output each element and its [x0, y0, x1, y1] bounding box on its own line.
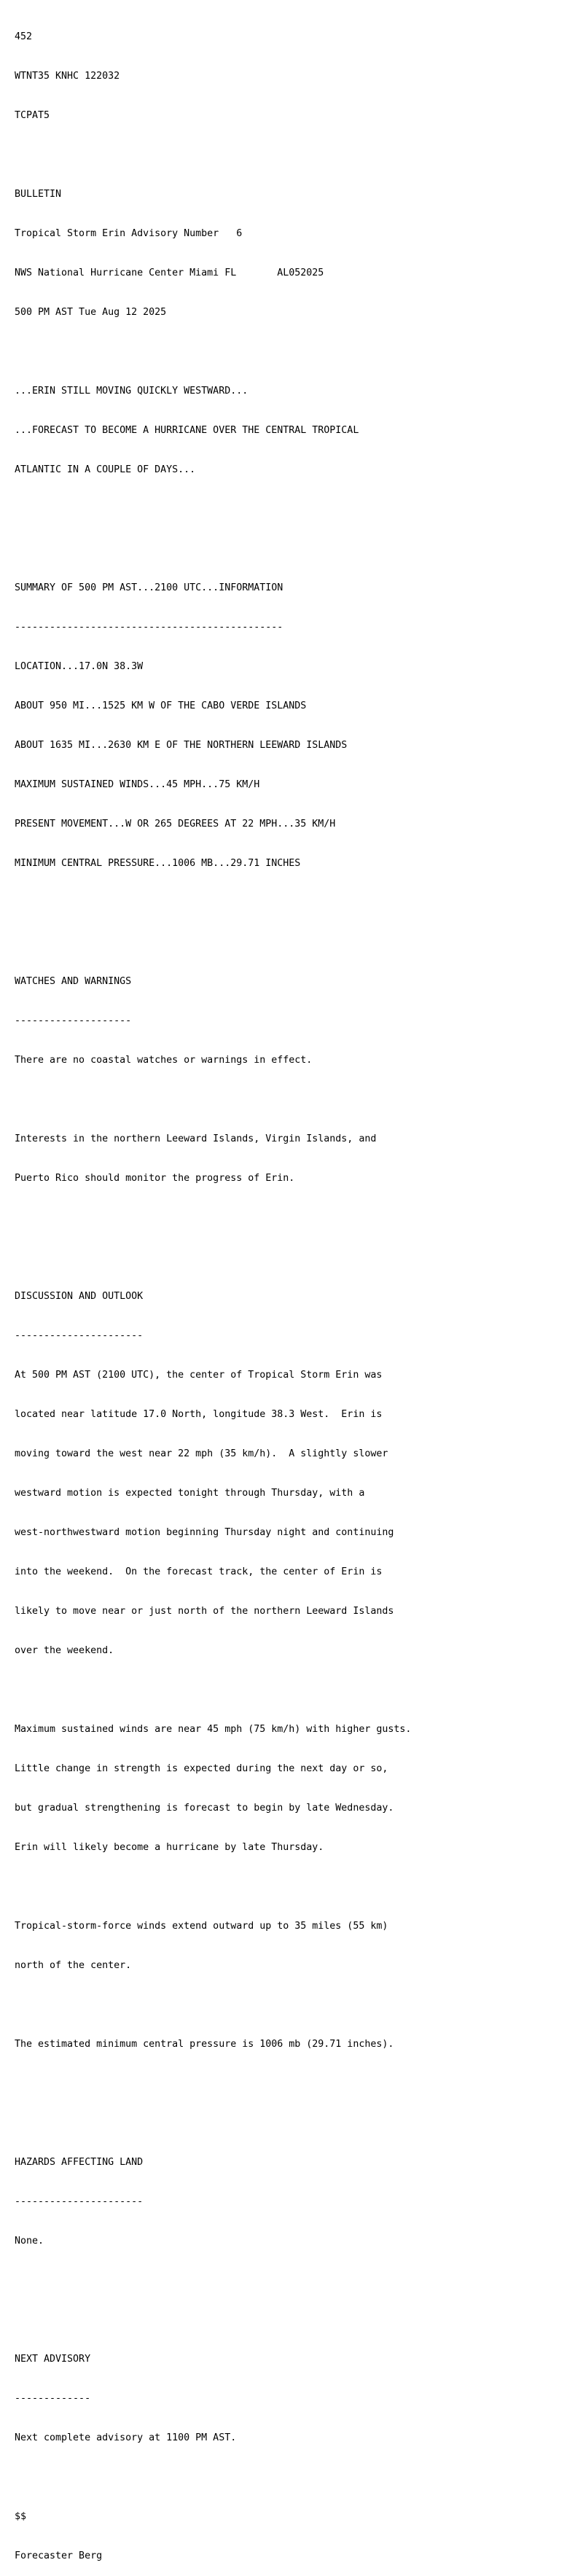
blank-line [15, 2314, 583, 2327]
discussion-line: At 500 PM AST (2100 UTC), the center of Tropical Storm Erin was [15, 1370, 383, 1381]
watches-line [15, 1093, 583, 1106]
blank-line [15, 2117, 583, 2130]
blank-line [15, 149, 583, 162]
issue-time: 500 PM AST Tue Aug 12 2025 [15, 307, 167, 318]
discussion-line: Erin will likely become a hurricane by late Thursday. [15, 1842, 324, 1853]
discussion-line: Tropical-storm-force winds extend outward up to 35 miles (55 km) [15, 1921, 388, 1932]
summary-distance-leeward: ABOUT 1635 MI...2630 KM E OF THE NORTHERN LEEWARD ISLANDS [15, 740, 348, 751]
summary-distance-cabo-verde: ABOUT 950 MI...1525 KM W OF THE CABO VERDE ISLANDS [15, 700, 307, 711]
discussion-rule: ---------------------- [15, 1330, 144, 1341]
issuing-office: NWS National Hurricane Center Miami FL AL052025 [15, 268, 324, 278]
bulletin-label: BULLETIN [15, 189, 62, 200]
discussion-line: Maximum sustained winds are near 45 mph (75 km/h) with higher gusts. [15, 1724, 412, 1735]
discussion-line: likely to move near or just north of the northern Leeward Islands [15, 1606, 394, 1617]
blank-line [15, 503, 583, 516]
next-advisory-text: Next complete advisory at 1100 PM AST. [15, 2432, 237, 2443]
blank-line [15, 936, 583, 949]
headline-line: ...ERIN STILL MOVING QUICKLY WESTWARD... [15, 386, 249, 397]
discussion-line: The estimated minimum central pressure is 1006 mb (29.71 inches). [15, 2039, 394, 2050]
headline-line: ATLANTIC IN A COUPLE OF DAYS... [15, 464, 196, 475]
discussion-heading: DISCUSSION AND OUTLOOK [15, 1291, 144, 1302]
summary-max-winds: MAXIMUM SUSTAINED WINDS...45 MPH...75 KM/H [15, 779, 260, 790]
headline-line: ...FORECAST TO BECOME A HURRICANE OVER THE CENTRAL TROPICAL [15, 425, 359, 436]
discussion-line: north of the center. [15, 1960, 132, 1971]
awips-id: TCPAT5 [15, 110, 50, 121]
next-advisory-rule: ------------- [15, 2393, 91, 2404]
wmo-header: WTNT35 KNHC 122032 [15, 71, 120, 82]
next-advisory-heading: NEXT ADVISORY [15, 2354, 91, 2365]
blank-line [15, 346, 583, 359]
discussion-line [15, 1881, 583, 1894]
product-id: 452 [15, 31, 33, 42]
blank-line [15, 897, 583, 910]
watches-heading: WATCHES AND WARNINGS [15, 976, 132, 987]
blank-line [15, 2077, 583, 2091]
hazards-rule: ---------------------- [15, 2196, 144, 2207]
blank-line [15, 1251, 583, 1264]
summary-rule: ---------------------------------------------- [15, 622, 283, 633]
discussion-line [15, 1684, 583, 1697]
hazards-heading: HAZARDS AFFECTING LAND [15, 2157, 144, 2168]
watches-line: Puerto Rico should monitor the progress of Erin. [15, 1173, 295, 1184]
summary-location: LOCATION...17.0N 38.3W [15, 661, 144, 672]
summary-movement: PRESENT MOVEMENT...W OR 265 DEGREES AT 22 MPH...35 KM/H [15, 819, 336, 830]
discussion-line: west-northwestward motion beginning Thursday night and continuing [15, 1527, 394, 1538]
discussion-line: located near latitude 17.0 North, longitude 38.3 West. Erin is [15, 1409, 383, 1420]
discussion-line [15, 1999, 583, 2012]
blank-line [15, 1211, 583, 1225]
forecaster-signature: Forecaster Berg [15, 2550, 103, 2561]
summary-heading: SUMMARY OF 500 PM AST...2100 UTC...INFORMATION [15, 582, 283, 593]
hazards-text: None. [15, 2236, 44, 2247]
discussion-line: westward motion is expected tonight through Thursday, with a [15, 1488, 365, 1499]
watches-line: Interests in the northern Leeward Islands, Virgin Islands, and [15, 1133, 377, 1144]
summary-pressure: MINIMUM CENTRAL PRESSURE...1006 MB...29.71 INCHES [15, 858, 301, 869]
blank-line [15, 2471, 583, 2484]
discussion-line: into the weekend. On the forecast track, the center of Erin is [15, 1566, 383, 1577]
watches-line: There are no coastal watches or warnings in effect. [15, 1055, 313, 1066]
discussion-line: but gradual strengthening is forecast to begin by late Wednesday. [15, 1803, 394, 1814]
watches-rule: -------------------- [15, 1015, 132, 1026]
discussion-line: Little change in strength is expected during the next day or so, [15, 1763, 388, 1774]
blank-line [15, 542, 583, 555]
blank-line [15, 2274, 583, 2287]
discussion-line: moving toward the west near 22 mph (35 km/h). A slightly slower [15, 1448, 388, 1459]
discussion-line: over the weekend. [15, 1645, 114, 1656]
advisory-title: Tropical Storm Erin Advisory Number 6 [15, 228, 243, 239]
terminator: $$ [15, 2511, 27, 2522]
